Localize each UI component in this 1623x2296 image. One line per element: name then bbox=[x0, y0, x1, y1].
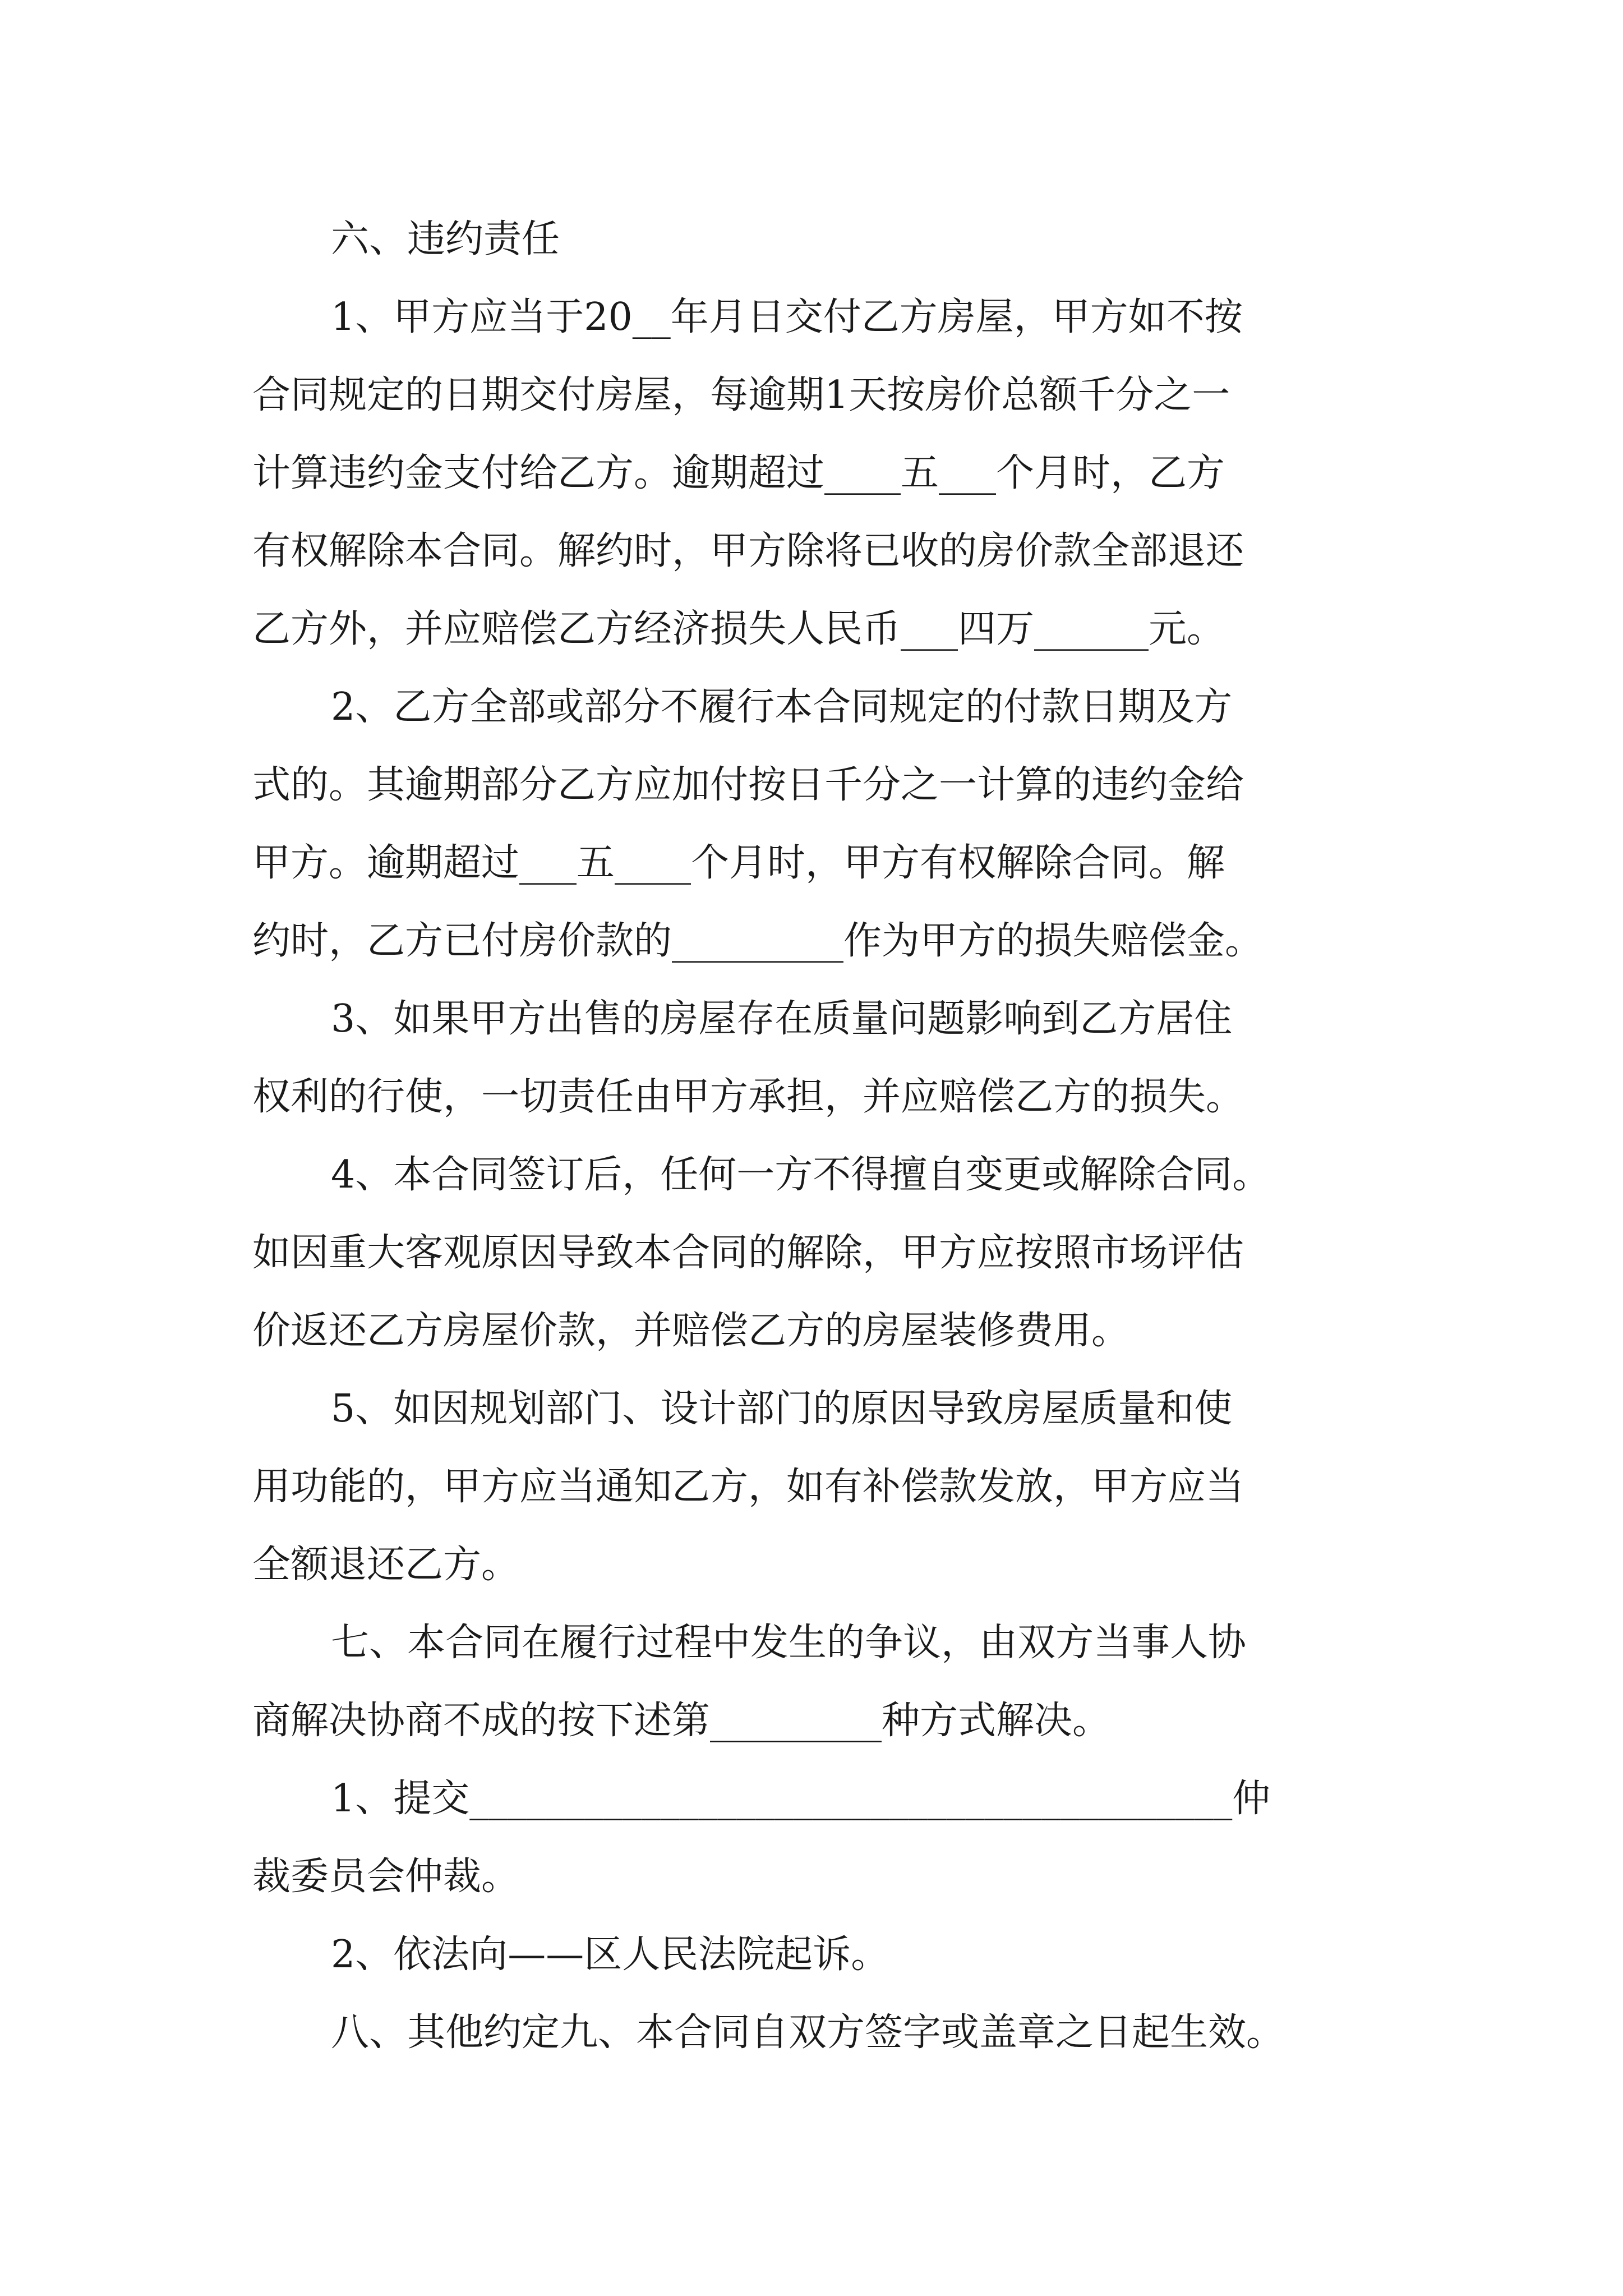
section-heading-6: 六、违约责任 bbox=[331, 217, 560, 261]
clause-line: 5、如因规划部门、设计部门的原因导致房屋质量和使 bbox=[331, 1387, 1233, 1431]
clause-line: 2、乙方全部或部分不履行本合同规定的付款日期及方 bbox=[331, 685, 1233, 729]
clause-line: 1、提交________________________________________仲 bbox=[331, 1777, 1271, 1821]
clause-line: 裁委员会仲裁。 bbox=[252, 1855, 520, 1899]
clause-line: 有权解除本合同。解约时，甲方除将已收的房价款全部退还 bbox=[252, 529, 1244, 573]
clause-line: 乙方外，并应赔偿乙方经济损失人民币___四万______元。 bbox=[252, 607, 1225, 651]
clause-line: 1、甲方应当于20__年月日交付乙方房屋，甲方如不按 bbox=[331, 295, 1243, 339]
clause-line: 2、依法向——区人民法院起诉。 bbox=[331, 1932, 889, 1977]
clause-line: 商解决协商不成的按下述第_________种方式解决。 bbox=[252, 1699, 1111, 1743]
section-heading-8: 八、其他约定九、本合同自双方签字或盖章之日起生效。 bbox=[331, 2010, 1285, 2055]
clause-line: 3、如果甲方出售的房屋存在质量问题影响到乙方居住 bbox=[331, 997, 1233, 1041]
clause-line: 约时，乙方已付房价款的_________作为甲方的损失赔偿金。 bbox=[252, 919, 1264, 963]
clause-line: 计算违约金支付给乙方。逾期超过____五___个月时，乙方 bbox=[252, 451, 1225, 495]
clause-line: 价返还乙方房屋价款，并赔偿乙方的房屋装修费用。 bbox=[252, 1309, 1130, 1353]
clause-line: 式的。其逾期部分乙方应加付按日千分之一计算的违约金给 bbox=[252, 763, 1244, 807]
clause-line: 全额退还乙方。 bbox=[252, 1543, 520, 1587]
clause-line: 如因重大客观原因导致本合同的解除，甲方应按照市场评估 bbox=[252, 1231, 1244, 1275]
clause-line: 甲方。逾期超过___五____个月时，甲方有权解除合同。解 bbox=[252, 841, 1225, 885]
clause-line: 用功能的，甲方应当通知乙方，如有补偿款发放，甲方应当 bbox=[252, 1465, 1244, 1509]
clause-line: 权利的行使，一切责任由甲方承担，并应赔偿乙方的损失。 bbox=[252, 1075, 1244, 1119]
section-heading-7: 七、本合同在履行过程中发生的争议，由双方当事人协 bbox=[331, 1621, 1247, 1665]
clause-line: 4、本合同签订后，任何一方不得擅自变更或解除合同。 bbox=[331, 1153, 1271, 1197]
clause-line: 合同规定的日期交付房屋，每逾期1天按房价总额千分之一 bbox=[252, 373, 1230, 417]
